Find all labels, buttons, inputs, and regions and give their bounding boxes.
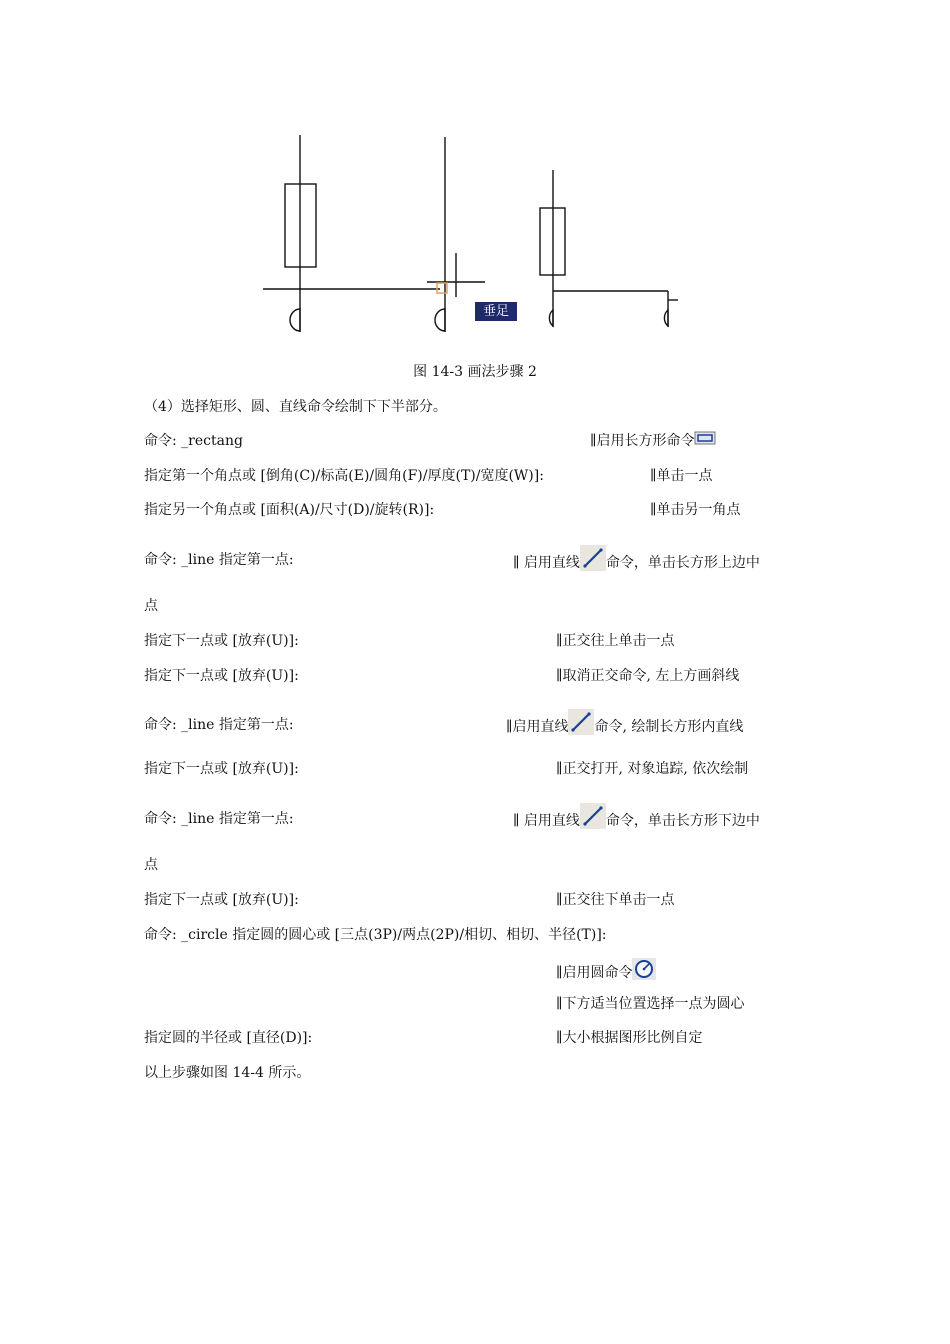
cmd-line: 指定下一点或 [放弃(U)]:	[144, 668, 299, 684]
circle-icon	[632, 958, 656, 988]
cmd-comment: ∥启用直线 命令, 绘制长方形内直线	[506, 709, 743, 745]
rectangle-icon	[694, 431, 716, 451]
line-icon	[568, 709, 594, 745]
cmd-comment: ∥正交打开, 对象追踪, 依次绘制	[556, 761, 749, 777]
snap-tooltip: 垂足	[475, 302, 517, 321]
line-icon	[580, 545, 606, 581]
cmd-comment: ∥启用长方形命令	[590, 431, 716, 451]
cmd-line: 指定下一点或 [放弃(U)]:	[144, 761, 299, 777]
cmd-comment: ∥大小根据图形比例自定	[556, 1030, 703, 1046]
cmd-comment: ∥正交往下单击一点	[556, 892, 675, 908]
cmd-line: 命令: _rectang	[144, 433, 243, 449]
closing-text: 以上步骤如图 14-4 所示。	[144, 1065, 311, 1081]
cmd-comment: ∥启用圆命令	[556, 958, 656, 988]
cmd-line: 指定下一点或 [放弃(U)]:	[144, 892, 299, 908]
cmd-comment: ∥ 启用直线 命令，单击长方形上边中	[513, 545, 760, 581]
cmd-line: 命令: _line 指定第一点:	[144, 717, 294, 733]
cmd-line: 点	[144, 598, 158, 614]
cmd-comment: ∥单击另一角点	[650, 502, 741, 518]
figure-caption: 图 14-3 画法步骤 2	[413, 364, 537, 380]
cmd-line: 指定另一个角点或 [面积(A)/尺寸(D)/旋转(R)]:	[144, 502, 435, 518]
cmd-line: 指定圆的半径或 [直径(D)]:	[144, 1030, 313, 1046]
line-icon	[580, 803, 606, 839]
cmd-line: 命令: _circle 指定圆的圆心或 [三点(3P)/两点(2P)/相切、相切、半径(T)]:	[144, 927, 607, 943]
cmd-comment: ∥正交往上单击一点	[556, 633, 675, 649]
intro-text: （4）选择矩形、圆、直线命令绘制下下半部分。	[144, 399, 447, 415]
cmd-comment: ∥单击一点	[650, 468, 713, 484]
cmd-line: 指定第一个角点或 [倒角(C)/标高(E)/圆角(F)/厚度(T)/宽度(W)]:	[144, 468, 544, 484]
cmd-comment: ∥取消正交命令, 左上方画斜线	[556, 668, 740, 684]
cmd-line: 命令: _line 指定第一点:	[144, 552, 294, 568]
cmd-line: 点	[144, 857, 158, 873]
cmd-comment: ∥ 启用直线 命令，单击长方形下边中	[513, 803, 760, 839]
cmd-comment: ∥下方适当位置选择一点为圆心	[556, 996, 745, 1012]
cmd-line: 指定下一点或 [放弃(U)]:	[144, 633, 299, 649]
cmd-line: 命令: _line 指定第一点:	[144, 811, 294, 827]
